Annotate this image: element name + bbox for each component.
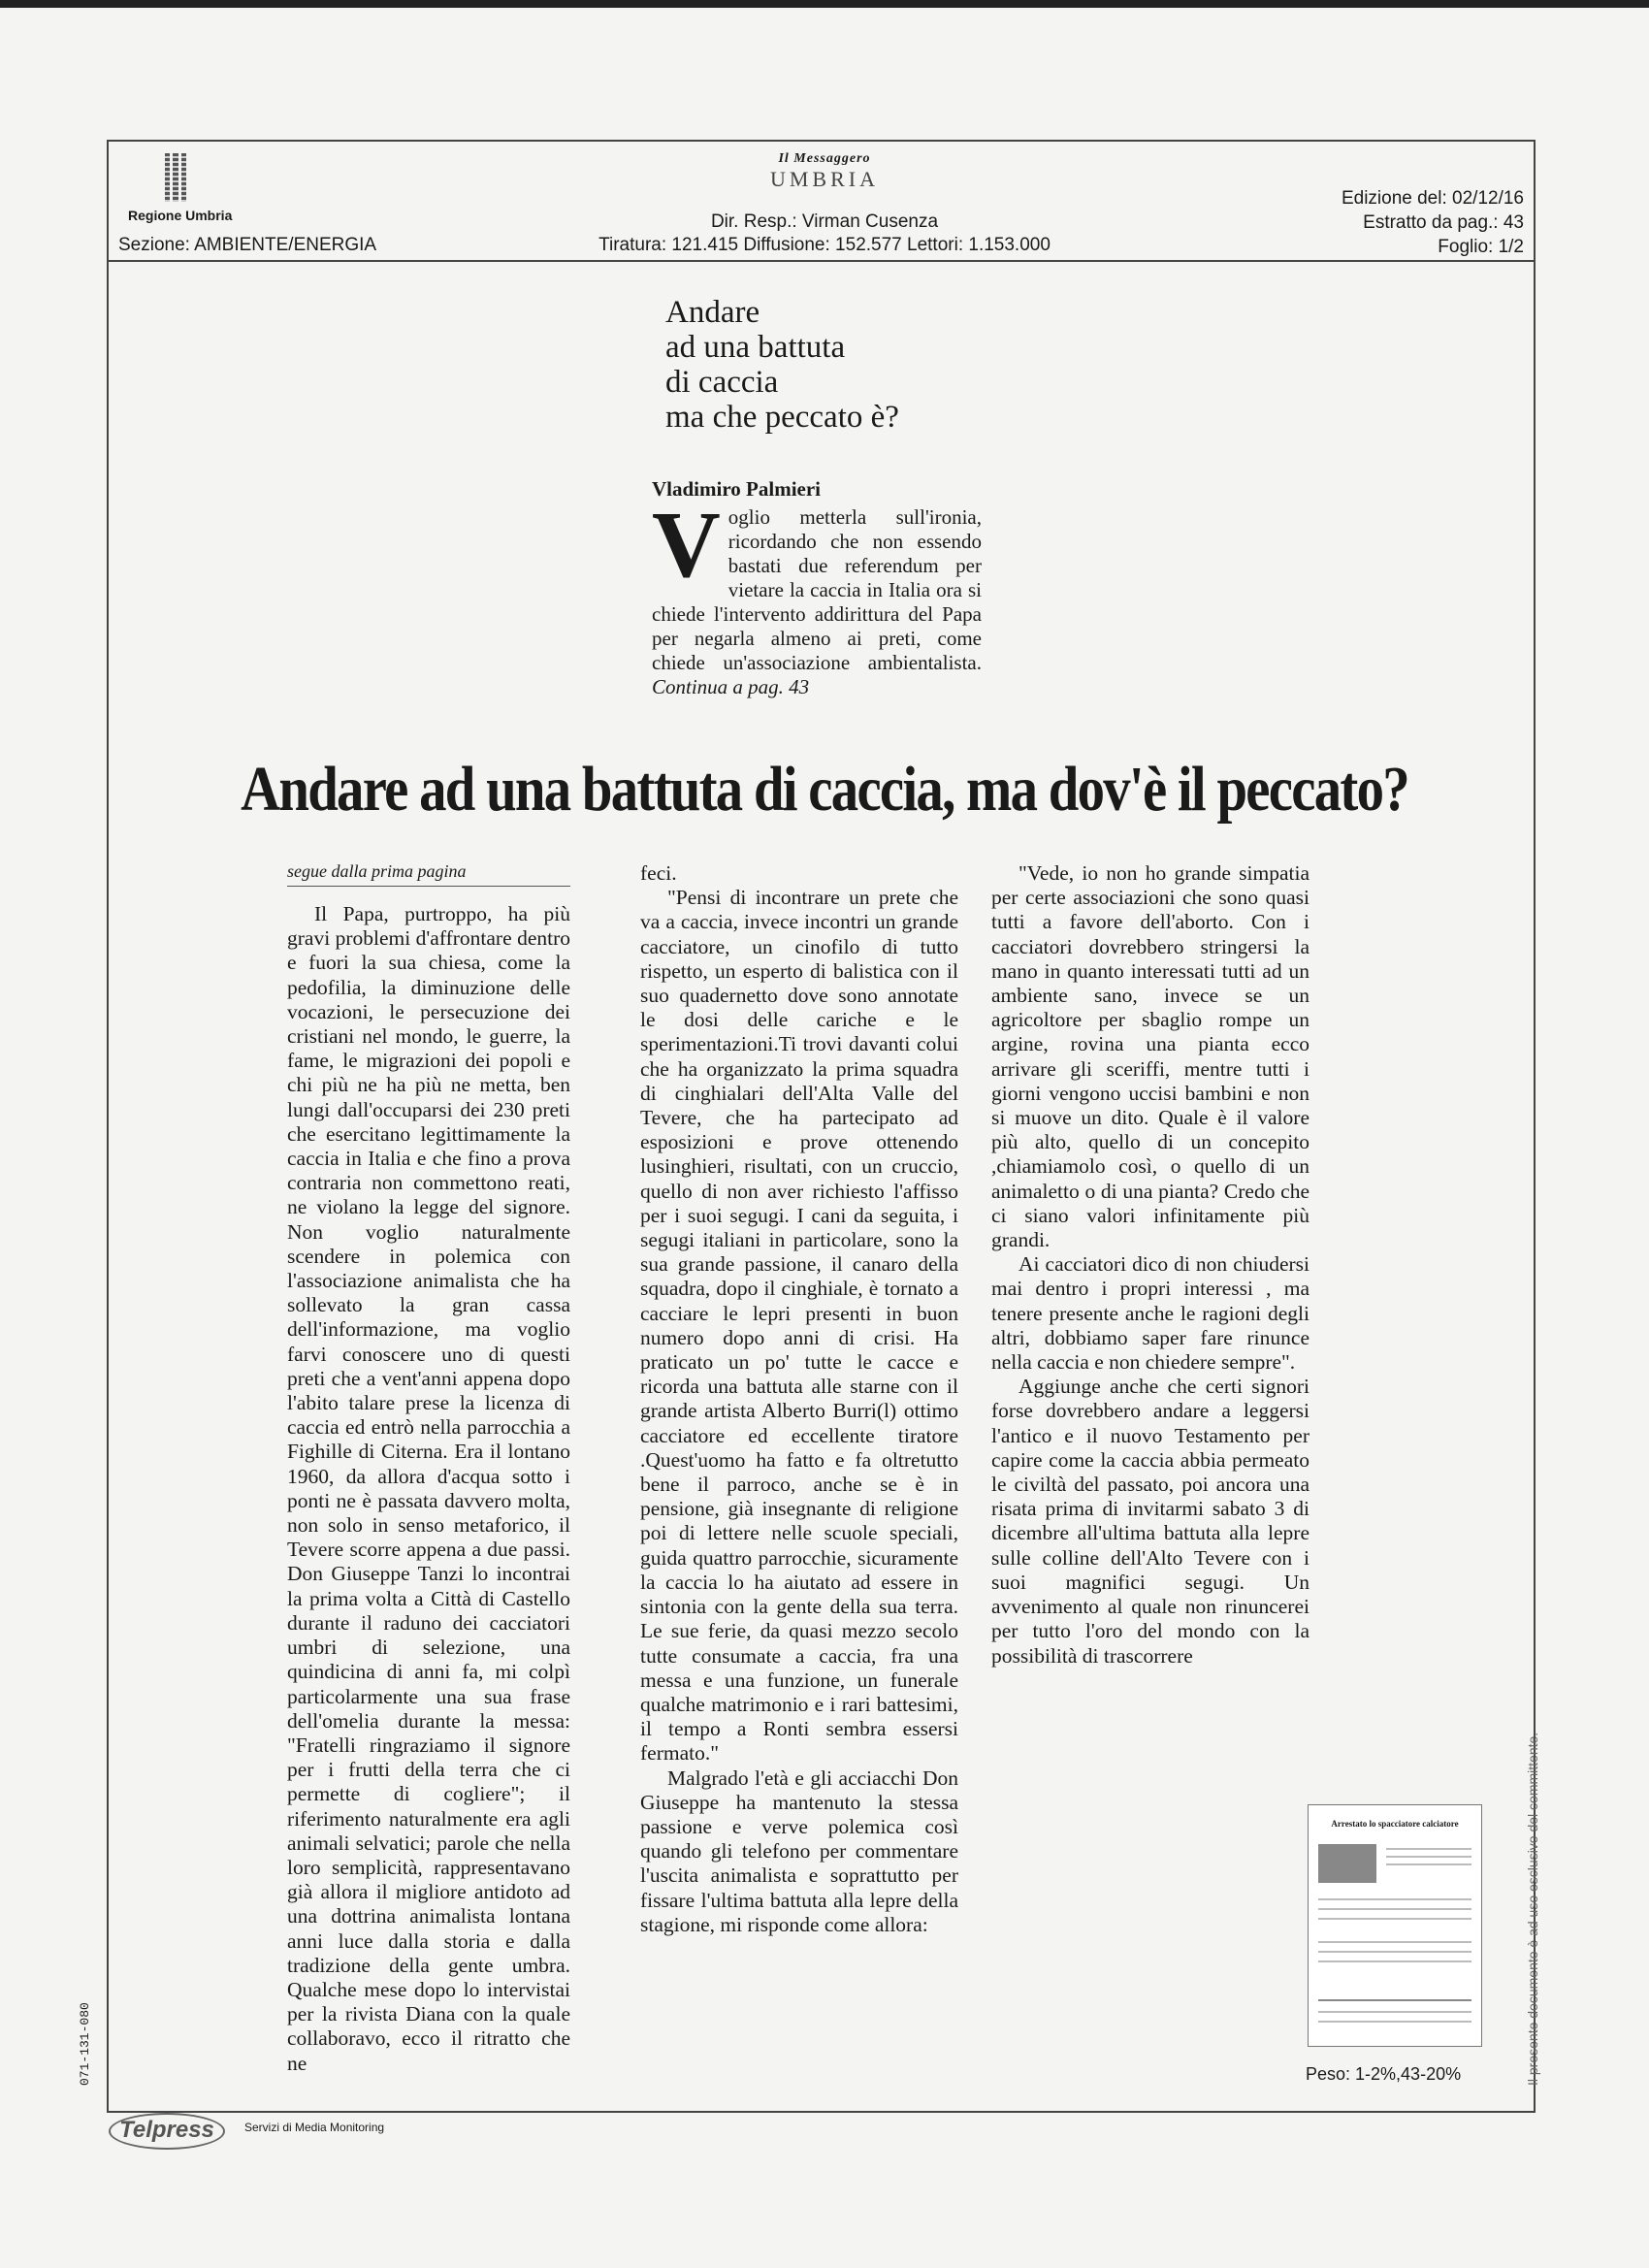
article-column-3 bbox=[991, 861, 1310, 1669]
thumbnail-line bbox=[1318, 2021, 1471, 2023]
segue-label: segue dalla prima pagina bbox=[287, 861, 570, 887]
header-divider bbox=[107, 260, 1536, 262]
section-label: Sezione: AMBIENTE/ENERGIA bbox=[118, 235, 377, 255]
paragraph: Il Papa, purtroppo, ha più gravi problemi d'affrontare dentro e fuori la sua chiesa, come la pedofilia, la diminuzione delle vocazioni, le persecuzione dei cristiani nel mondo, le guerre, la fame, le migrazioni dei popoli e chi più ne ha più ne metta, ben lungi dall'occuparsi dei 230 preti che esercitano legittimamente la caccia in Italia e che fino a prova contraria non commettono reati, ne violano la legge del signore. Non voglio naturalmente scendere in polemica con l'associazione animalista che ha sollevato la gran cassa dell'informazione, ma voglio farvi conoscere uno di questi preti che a vent'anni appena dopo l'abito talare prese la licenza di caccia ed entrò nella parrocchia a Fighille di Citerna. Era il lontano 1960, da allora d'acqua sotto i ponti ne è passata davvero molta, non solo in senso metaforico, il Tevere scorre appena a due passi. Don Giuseppe Tanzi lo incontrai la prima volta a Città di Castello durante il raduno dei cacciatori umbri di selezione, una quindicina di anni fa, mi colpì particolarmente una sua frase dell'omelia durante la messa: "Fratelli ringraziamo il signore per i frutti della terra che ci permette di cogliere"; il riferimento naturalmente era agli animali selvatici; parole che nella loro semplicità, rappresentavano già allora il migliore antidoto ad una dottrina animalista lontana anni luce dalla storia e dalla tradizione della gente umbra. Qualche mese dopo lo intervistai per la rivista Diana con la quale collaboravo, ecco il ritratto che ne bbox=[287, 902, 570, 2075]
teaser-title-line: ad una battuta bbox=[665, 330, 846, 365]
continue-link: Continua a pag. 43 bbox=[652, 675, 810, 698]
thumbnail-line bbox=[1318, 1941, 1471, 1943]
article-column-1 bbox=[287, 902, 570, 2076]
thumbnail-line bbox=[1386, 1863, 1471, 1865]
telpress-logo: Telpress bbox=[109, 2113, 225, 2150]
masthead-title: Il Messaggero bbox=[778, 151, 871, 166]
main-headline: Andare ad una battuta di caccia, ma dov'è il peccato? bbox=[241, 754, 1408, 825]
teaser-title-line: Andare bbox=[665, 295, 760, 330]
paragraph: "Vede, io non ho grande simpatia per certe associazioni che sono quasi tutti a favore dell'aborto. Con i cacciatori dovrebbero stringersi la mano in quanto interessati tutti ad un ambiente sano, invece se un agricoltore per sbaglio rompe un argine, rovina una pianta ecco arrivare gli sceriffi, mentre tutti i giorni vengono uccisi bambini e non si muove un dito. Quale è il valore più alto, quello di un concepito ,chiamiamolo così, o quello di un animaletto o di una pianta? Credo che ci siano valori infinitamente più grandi. bbox=[991, 861, 1310, 1252]
thumbnail-line bbox=[1318, 1951, 1471, 1953]
teaser-title-line: ma che peccato è? bbox=[665, 400, 899, 435]
thumbnail-line bbox=[1318, 1908, 1471, 1910]
circulation-line: Tiratura: 121.415 Diffusione: 152.577 Lettori: 1.153.000 bbox=[598, 235, 1051, 255]
top-edge bbox=[0, 0, 1649, 8]
teaser-body bbox=[652, 493, 982, 699]
paragraph: Malgrado l'età e gli acciacchi Don Giuseppe ha mantenuto la stessa passione e verve polemica così quando gli telefono per commentare l'uscita animalista e soprattutto per fissare l'ultima battuta alla lepre della stagione, mi risponde come allora: bbox=[640, 1766, 958, 1936]
paragraph: Aggiunge anche che certi signori forse dovrebbero andare a leggersi l'antico e il nuovo Testamento per capire come la caccia abbia permeato le civiltà del passato, poi ancora una risata prima di invitarmi sabato 3 di dicembre all'ultima battuta alla lepre sulle colline dell'Alto Tevere con i suoi magnifici segugi. Un avvenimento al quale non rinuncerei per tutto l'oro del mondo con la possibilità di trascorrere bbox=[991, 1375, 1310, 1668]
thumbnail-line bbox=[1318, 2011, 1471, 2013]
service-label: Servizi di Media Monitoring bbox=[244, 2121, 385, 2134]
thumbnail-line bbox=[1318, 1898, 1471, 1900]
teaser-title-line: di caccia bbox=[665, 365, 779, 400]
teaser-text: oglio metterla sull'ironia, ricordando che non essendo bastati due referendum per vietare la caccia in Italia ora si chiede l'intervento addirittura del Papa per negarla almeno ai preti, come chiede un'associazione ambientalista. bbox=[652, 505, 982, 674]
director-line: Dir. Resp.: Virman Cusenza bbox=[710, 211, 939, 232]
teaser-title bbox=[665, 295, 899, 435]
thumbnail-title: Arrestato lo spacciatore calciatore bbox=[1331, 1819, 1459, 1829]
edition-date: Edizione del: 02/12/16 bbox=[1341, 188, 1524, 209]
masthead-subtitle: UMBRIA bbox=[769, 167, 879, 191]
paragraph: Ai cacciatori dico di non chiudersi mai dentro i propri interessi , ma tenere presente anche le ragioni degli altri, dobbiamo saper fare rinunce nella caccia e non chiedere sempre". bbox=[991, 1252, 1310, 1375]
thumbnail-line bbox=[1318, 1999, 1471, 2001]
teaser-author: Vladimiro Palmieri bbox=[652, 477, 821, 501]
drop-cap: V bbox=[652, 493, 721, 598]
page-extract: Estratto da pag.: 43 bbox=[1363, 212, 1524, 233]
usage-note: Il presente documento è ad uso esclusivo del committente. bbox=[1525, 1732, 1540, 2086]
thumbnail-line bbox=[1318, 1960, 1471, 1962]
weight-label: Peso: 1-2%,43-20% bbox=[1306, 2064, 1462, 2084]
article-column-2 bbox=[640, 861, 958, 1937]
document-code: 071-131-080 bbox=[78, 2002, 92, 2086]
thumbnail-line bbox=[1318, 1918, 1471, 1920]
thumbnail-image bbox=[1318, 1844, 1376, 1883]
region-name: Regione Umbria bbox=[128, 208, 233, 223]
thumbnail-line bbox=[1386, 1848, 1471, 1850]
page-thumbnail bbox=[1308, 1804, 1482, 2047]
thumbnail-line bbox=[1386, 1856, 1471, 1858]
edition-meta bbox=[1342, 186, 1524, 259]
paragraph: "Pensi di incontrare un prete che va a caccia, invece incontri un grande cacciatore, un cinofilo di tutto rispetto, un esperto di balistica con il suo quadernetto dove sono annotate le dosi delle cariche e le sperimentazioni.Ti trovi davanti colui che ha organizzato la prima squadra di cinghialari dell'Alta Valle del Tevere, che ha partecipato ad esposizioni e prove ottenendo lusinghieri, risultati, con un cruccio, quello di non aver richiesto l'affisso per i suoi segugi. I cani da seguita, i segugi italiani in particolare, sono la sua grande passione, il canaro della squadra, dopo il cinghiale, è tornato a cacciare le lepri presenti in buon numero dopo anni di crisi. Ha praticato un po' tutte le cacce e ricorda una battuta alle starne con il grande artista Alberto Burri(l) ottimo cacciatore ed eccellente tiratore .Quest'uomo ha fatto e fa oltretutto bene il parroco, anche se è in pensione, già insegnante di religione poi di lettere nelle scuole speciali, guida quattro parrocchie, sicuramente la caccia lo ha aiutato ad essere in sintonia con la gente della sua terra. Le sue ferie, da quasi mezzo secolo tutte consumate a caccia, fra una messa e una funzione, un funerale qualche matrimonio e i rari battesimi, il tempo a Ronti sembra essersi fermato." bbox=[640, 886, 958, 1766]
sheet-number: Foglio: 1/2 bbox=[1438, 237, 1524, 257]
paragraph: feci. bbox=[640, 861, 677, 885]
